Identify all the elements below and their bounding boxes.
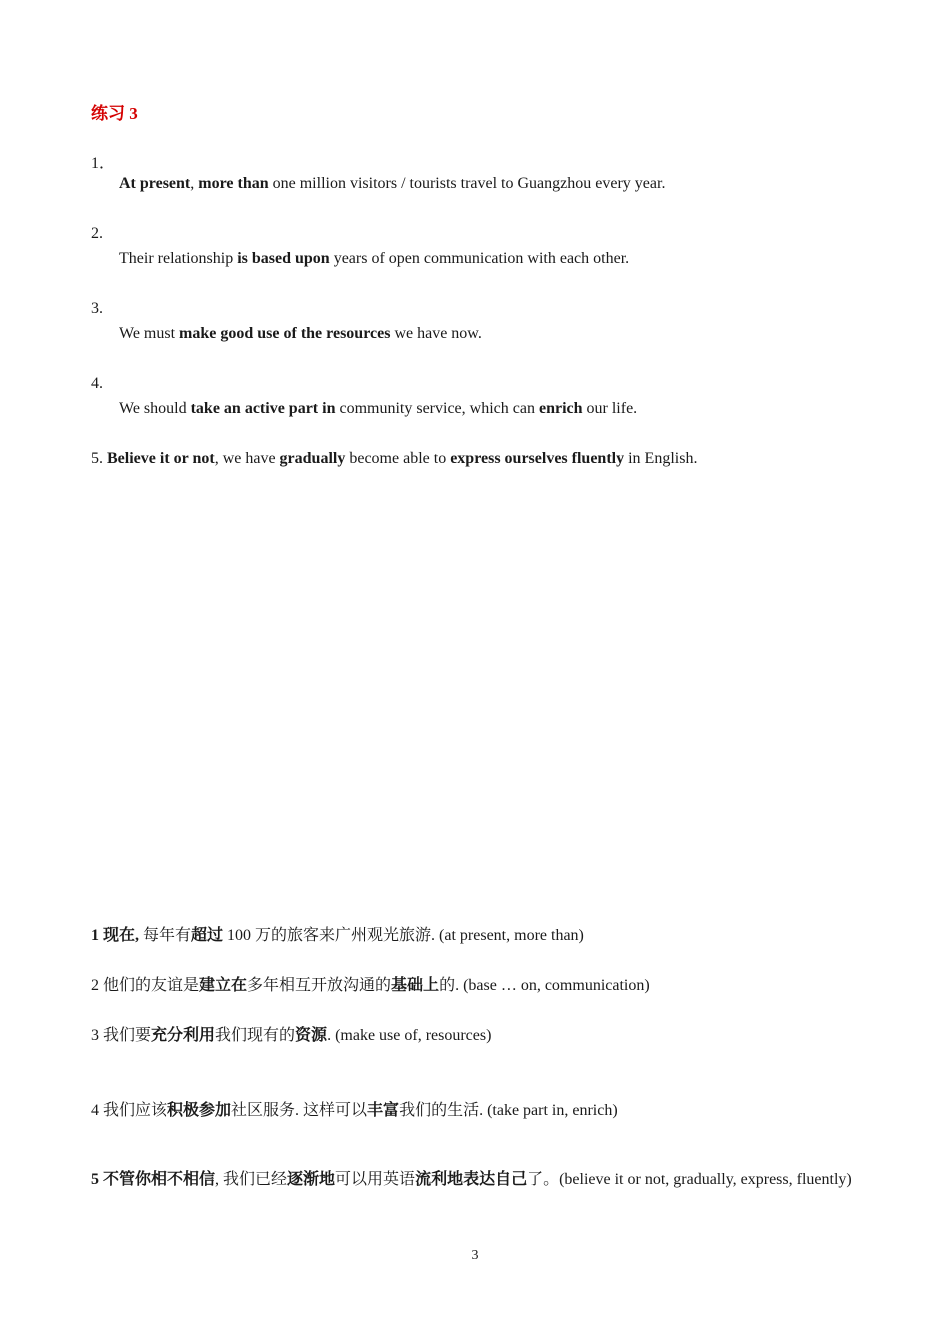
text-run: 了。(believe it or not, gradually, express, fluently) [527,1171,852,1188]
text-run: , [190,175,199,192]
text-run: We must [119,325,180,342]
text-run: We should [119,400,191,417]
text-run: 4 我们应该 [91,1102,168,1119]
bold-phrase: 流利地表达自己 [415,1171,528,1188]
exercise-title: 练习 3 [91,104,138,123]
text-run: 社区服务. 这样可以 [231,1102,368,1119]
text-run: Their relationship [119,250,238,267]
text-run: in English. [624,450,698,467]
bold-phrase: 超过 [191,927,224,944]
bold-phrase: enrich [538,400,583,417]
answer-3-sentence [119,325,482,343]
chinese-sentence-5 [91,1167,876,1193]
text-run: 3 我们要 [91,1027,152,1044]
page-number: 3 [471,1248,479,1263]
text-run: community service, which can [335,400,539,417]
text-run: we have now. [390,325,482,342]
text-run: , 我们已经 [215,1171,288,1188]
bold-phrase: Believe it or not [107,450,215,467]
bold-phrase: express ourselves fluently [450,450,625,467]
bold-phrase: gradually [279,450,346,467]
text-run: 多年相互开放沟通的 [247,977,392,994]
answer-1-sentence [119,175,665,193]
bold-phrase: 5 不管你相不相信 [91,1171,216,1188]
answer-5-sentence [91,450,697,468]
text-run: 5. [91,450,107,467]
answer-3-number: 3. [91,300,103,317]
text-run: 可以用英语 [335,1171,416,1188]
bold-phrase: 逐渐地 [287,1171,336,1188]
bold-phrase: 积极参加 [167,1102,232,1119]
text-run: 的. (base … on, communication) [439,977,650,994]
chinese-sentence-1 [91,922,584,945]
text-run: 2 他们的友谊是 [91,977,200,994]
chinese-sentence-2 [91,972,650,995]
text-run: become able to [345,450,451,467]
bold-phrase: 资源 [295,1027,328,1044]
text-run: 我们的生活. (take part in, enrich) [399,1102,618,1119]
bold-phrase: 1 现在, [91,927,140,944]
bold-phrase: At present [119,175,191,192]
text-run: , we have [214,450,280,467]
bold-phrase: 基础上 [391,977,440,994]
bold-phrase: take an active part in [190,400,336,417]
text-run: years of open communication with each other. [329,250,630,267]
bold-phrase: make good use of the resources [179,325,391,342]
chinese-sentence-4 [91,1097,618,1120]
text-run: 我们现有的 [215,1027,296,1044]
bold-phrase: 丰富 [367,1102,400,1119]
text-run: our life. [582,400,638,417]
text-run: 100 万的旅客来广州观光旅游. (at present, more than) [223,927,584,944]
bold-phrase: is based upon [237,250,330,267]
text-run: 每年有 [139,927,192,944]
text-run: . (make use of, resources) [327,1027,492,1044]
answer-4-sentence [119,400,637,418]
answer-2-sentence [119,250,629,268]
bold-phrase: 建立在 [199,977,248,994]
answer-2-number: 2. [91,225,103,242]
text-run: one million visitors / tourists travel to Guangzhou every year. [268,175,666,192]
answer-4-number: 4. [91,375,103,392]
bold-phrase: more than [198,175,269,192]
answer-1-number: 1． [91,155,116,172]
bold-phrase: 充分利用 [151,1027,216,1044]
chinese-sentence-3 [91,1022,491,1045]
